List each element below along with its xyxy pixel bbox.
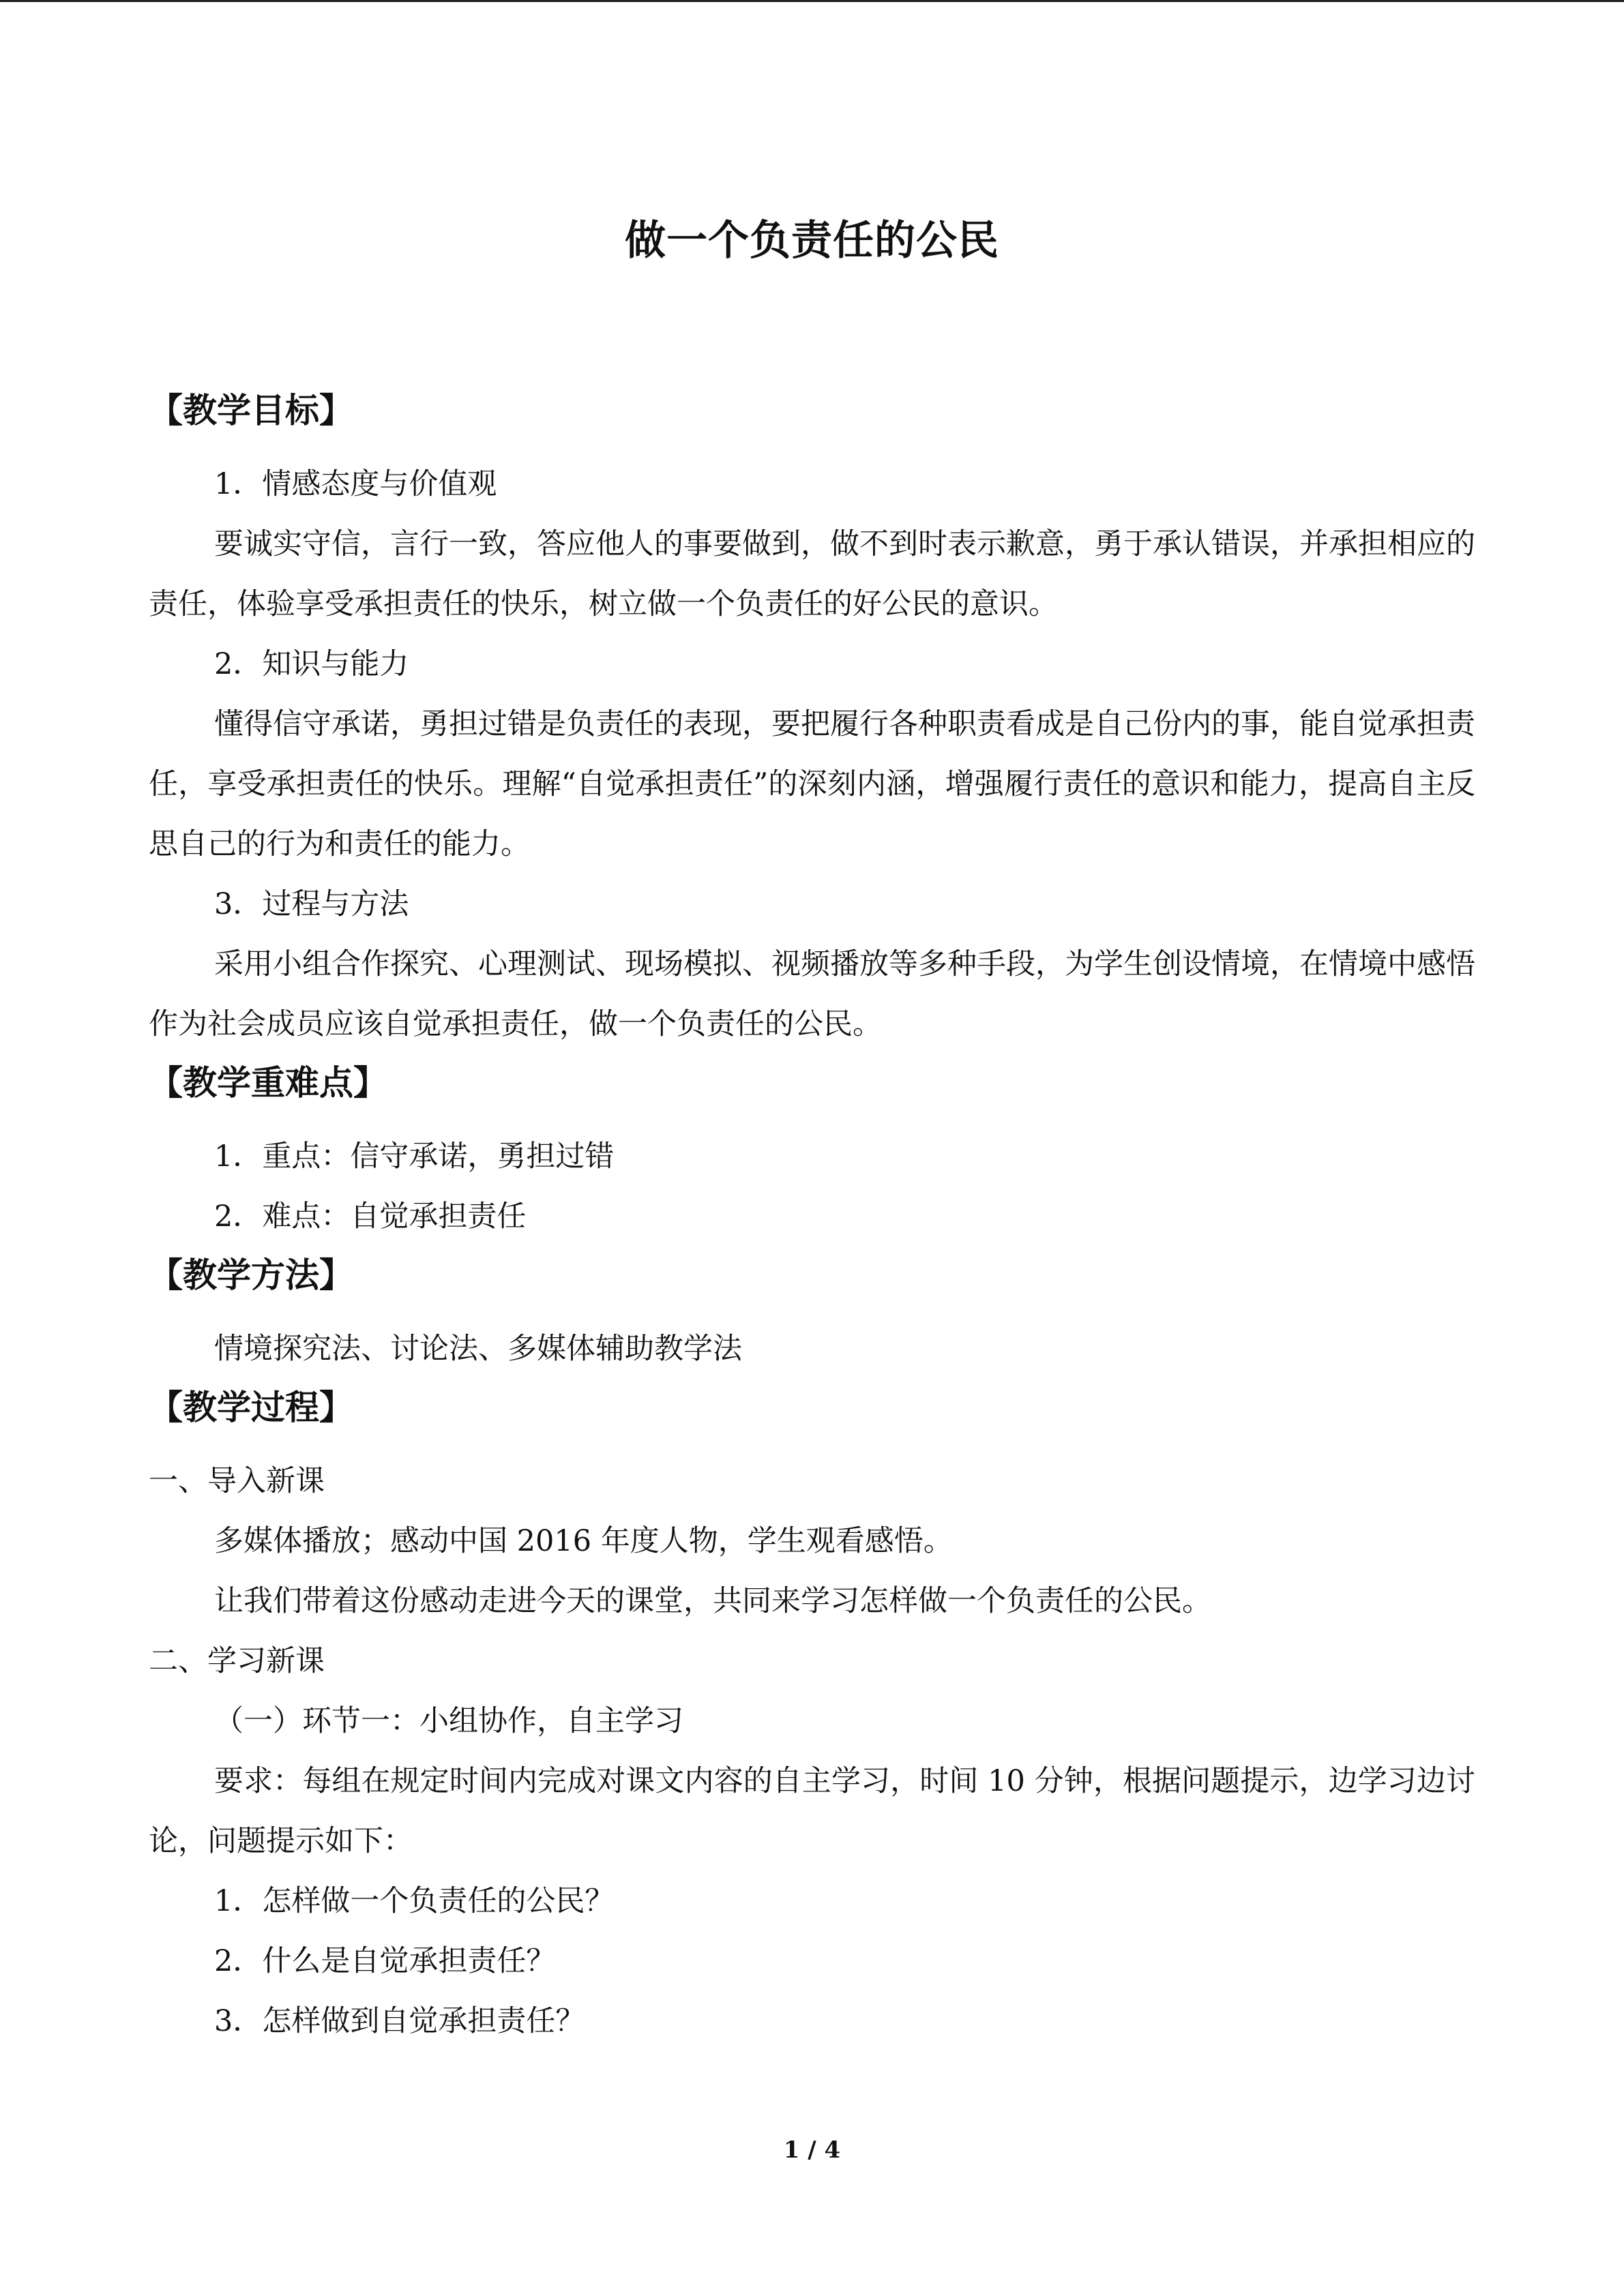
goal-item-3-body: 采用小组合作探究、心理测试、现场模拟、视频播放等多种手段，为学生创设情境，在情境中感悟作为社会成员应该自觉承担责任，做一个负责任的公民。 (149, 947, 1475, 1041)
process-part-2-title: 二、学习新课 (149, 1644, 325, 1678)
page-number: 1 / 4 (783, 2136, 841, 2164)
question-item-1: 1．怎样做一个负责任的公民？ (214, 1884, 615, 1918)
process-part-1-paragraph-2: 让我们带着这份感动走进今天的课堂，共同来学习怎样做一个负责任的公民。 (214, 1584, 1211, 1618)
process-part-1-paragraph-1: 多媒体播放；感动中国 2016 年度人物，学生观看感悟。 (214, 1524, 953, 1558)
goal-item-1-title: 1．情感态度与价值观 (214, 467, 497, 501)
process-part-1-title: 一、导入新课 (149, 1464, 325, 1498)
section-heading-keypoints: 【教学重难点】 (149, 1063, 387, 1103)
section-heading-methods: 【教学方法】 (149, 1255, 353, 1295)
goal-item-2-title: 2．知识与能力 (214, 647, 409, 681)
section-heading-process: 【教学过程】 (149, 1388, 353, 1427)
process-step-1-title: （一）环节一：小组协作，自主学习 (214, 1704, 683, 1738)
keypoint-item-1: 1．重点：信守承诺，勇担过错 (214, 1139, 615, 1174)
document-body (149, 382, 1475, 2051)
document-title: 做一个负责任的公民 (625, 217, 999, 265)
question-item-2: 2．什么是自觉承担责任？ (214, 1944, 556, 1978)
methods-body: 情境探究法、讨论法、多媒体辅助教学法 (214, 1332, 742, 1366)
goal-item-2-body: 懂得信守承诺，勇担过错是负责任的表现，要把履行各种职责看成是自己份内的事，能自觉承担责任，享受承担责任的快乐。理解“自觉承担责任”的深刻内涵，增强履行责任的意识和能力，提高自主反思自己的行为和责任的能力。 (149, 707, 1475, 861)
section-heading-goals: 【教学目标】 (149, 391, 353, 430)
process-step-1-requirement: 要求：每组在规定时间内完成对课文内容的自主学习，时间 10 分钟，根据问题提示，边学习边讨论，问题提示如下： (149, 1764, 1475, 1858)
keypoint-item-2: 2．难点：自觉承担责任 (214, 1199, 527, 1234)
goal-item-1-body: 要诚实守信，言行一致，答应他人的事要做到，做不到时表示歉意，勇于承认错误，并承担相应的责任，体验享受承担责任的快乐，树立做一个负责任的好公民的意识。 (149, 527, 1475, 621)
question-item-3: 3．怎样做到自觉承担责任？ (214, 2004, 585, 2038)
goal-item-3-title: 3．过程与方法 (214, 887, 409, 921)
